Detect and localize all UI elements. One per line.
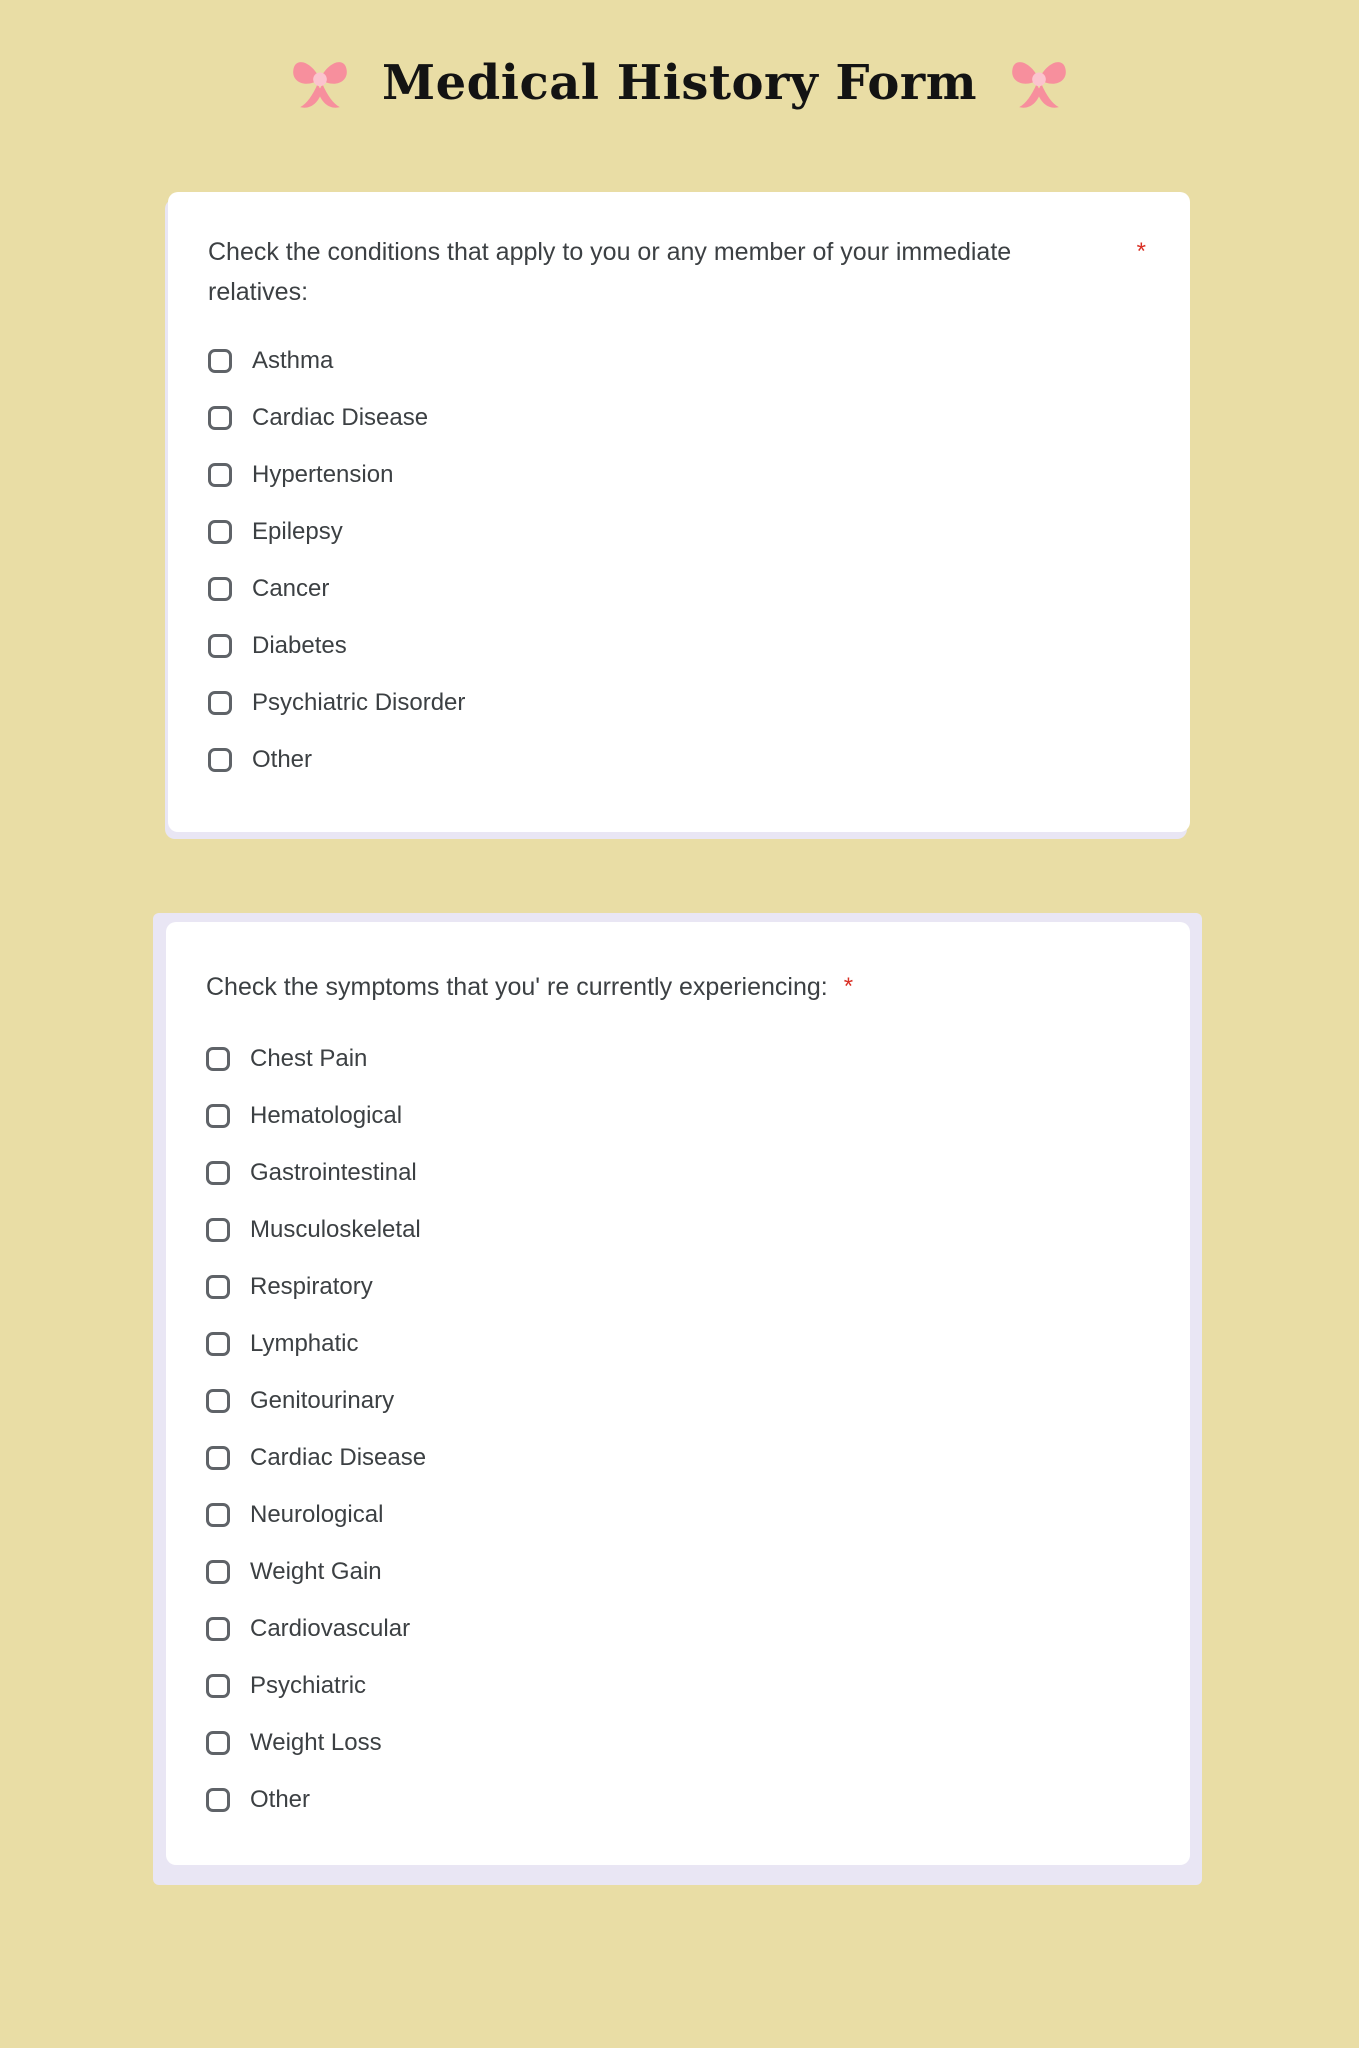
checkbox-label: Weight Gain [250,1558,382,1585]
checkbox-option[interactable] [208,518,1150,546]
checkbox[interactable] [206,1617,230,1641]
checkbox[interactable] [206,1332,230,1356]
checkbox[interactable] [206,1104,230,1128]
checkbox-label: Chest Pain [250,1045,368,1072]
checkbox[interactable] [206,1674,230,1698]
checkbox-option[interactable] [208,632,1150,660]
checkbox-label: Psychiatric Disorder [252,689,466,716]
checkbox[interactable] [208,577,232,601]
checkbox-option[interactable] [208,689,1150,717]
checkbox-label: Other [250,1786,311,1813]
bow-icon [288,52,352,114]
checkbox-label: Weight Loss [250,1729,382,1756]
checkbox-label: Cardiac Disease [252,404,429,431]
required-asterisk: * [1136,238,1146,265]
checkbox-option[interactable] [208,746,1150,774]
checkbox-label: Lymphatic [250,1330,359,1357]
question-card-conditions [168,192,1190,832]
checkbox-label: Respiratory [250,1273,373,1300]
checkbox-option[interactable] [206,1558,1150,1586]
checkbox[interactable] [208,520,232,544]
checkbox-option[interactable] [208,461,1150,489]
checkbox[interactable] [206,1560,230,1584]
checkbox-option[interactable] [206,1501,1150,1529]
checkbox-label: Hematological [250,1102,403,1129]
checkbox-option[interactable] [206,1444,1150,1472]
checkbox-label: Psychiatric [250,1672,367,1699]
question-text: Check the symptoms that you' re currently experiencing: [206,973,828,1001]
checkbox[interactable] [206,1047,230,1071]
checkbox-label: Neurological [250,1501,384,1528]
checkbox-option[interactable] [206,1387,1150,1415]
checkbox[interactable] [206,1389,230,1413]
checkbox-option[interactable] [206,1615,1150,1643]
checkbox-option[interactable] [206,1729,1150,1757]
checkbox-option[interactable] [206,1672,1150,1700]
checkbox-label: Other [252,746,313,773]
checkbox[interactable] [208,349,232,373]
checkbox-label: Cardiovascular [250,1615,411,1642]
checkbox-option[interactable] [206,1273,1150,1301]
checkbox[interactable] [208,748,232,772]
checkbox-option[interactable] [206,1045,1150,1073]
checkbox[interactable] [208,463,232,487]
checkbox-label: Diabetes [252,632,347,659]
required-asterisk: * [843,973,854,1000]
checkbox-label: Epilepsy [252,518,343,545]
question-card-frame [153,913,1202,1885]
checkbox-option[interactable] [206,1216,1150,1244]
checkbox-label: Hypertension [252,461,394,488]
options-list-symptoms [206,1045,1150,1814]
checkbox[interactable] [206,1161,230,1185]
checkbox[interactable] [208,406,232,430]
checkbox-option[interactable] [208,404,1150,432]
page-title: Medical History Form [382,55,977,111]
checkbox-label: Gastrointestinal [250,1159,417,1186]
checkbox-label: Cardiac Disease [250,1444,427,1471]
checkbox-option[interactable] [206,1786,1150,1814]
checkbox-label: Musculoskeletal [250,1216,421,1243]
checkbox[interactable] [206,1275,230,1299]
form-header [0,0,1359,130]
checkbox[interactable] [208,691,232,715]
checkbox-label: Asthma [252,347,334,374]
checkbox[interactable] [208,634,232,658]
checkbox-option[interactable] [206,1102,1150,1130]
checkbox[interactable] [206,1731,230,1755]
checkbox-option[interactable] [208,575,1150,603]
checkbox[interactable] [206,1788,230,1812]
checkbox-option[interactable] [206,1159,1150,1187]
checkbox-label: Genitourinary [250,1387,395,1414]
question-symptoms [206,967,1150,1007]
checkbox[interactable] [206,1218,230,1242]
question-card-symptoms [166,922,1190,1865]
checkbox-option[interactable] [208,347,1150,375]
question-text: Check the conditions that apply to you or any member of your immediate relatives: [208,238,1012,306]
options-list-conditions [208,347,1150,774]
checkbox[interactable] [206,1446,230,1470]
checkbox-label: Cancer [252,575,330,602]
bow-icon [1007,52,1071,114]
checkbox[interactable] [206,1503,230,1527]
question-conditions [208,232,1150,312]
checkbox-option[interactable] [206,1330,1150,1358]
